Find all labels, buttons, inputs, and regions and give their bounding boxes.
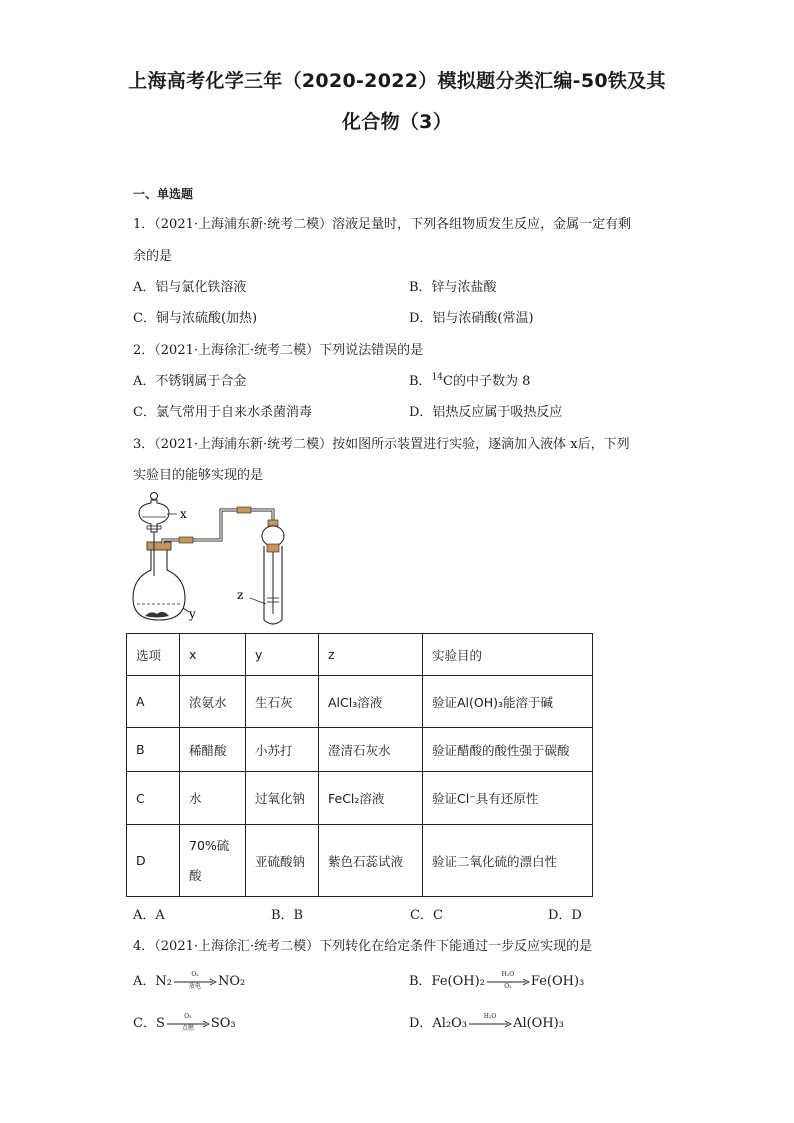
q1-stem-line1: 1．（2021·上海浦东新·统考二模）溶液足量时，下列各组物质发生反应，金属一定有剩 (133, 217, 632, 232)
document-title-line2: 化合物（3） (341, 111, 453, 133)
table-cell: 过氧化钠 (246, 772, 319, 825)
table-header: 选项 (127, 634, 180, 676)
q4-option-a (133, 970, 245, 989)
q3-choice-b: B．B (271, 908, 304, 923)
table-cell-line: 70%硫 (189, 837, 230, 853)
apparatus-drawing (127, 488, 297, 630)
table-cell: 水 (180, 772, 246, 825)
q3-choice-a: A．A (133, 908, 165, 923)
q4-c-product: SO₃ (210, 1016, 236, 1031)
q4-d-arrow-top: H₂O (483, 1012, 497, 1020)
q2-option-b-mass-number: 14 (431, 372, 444, 383)
table-cell-line: 酸 (189, 867, 202, 883)
rubber-connector-1 (179, 537, 193, 543)
reaction-arrow-icon (468, 1012, 512, 1031)
anti-suckback-bulb (262, 526, 284, 546)
table-cell: C (127, 772, 180, 825)
q4-option-c (133, 1012, 236, 1031)
bulb-stopper (268, 520, 278, 526)
q4-b-product: Fe(OH)₃ (530, 974, 585, 989)
table-cell: 验证Cl⁻具有还原性 (423, 772, 593, 825)
apparatus-figure (127, 488, 297, 634)
q3-stem-line2: 实验目的能够实现的是 (133, 468, 264, 483)
table-row (127, 676, 593, 728)
table-cell: A (127, 676, 180, 728)
q2-option-b-text: C的中子数为 8 (443, 374, 531, 389)
q4-a-product: NO₂ (217, 974, 246, 989)
table-header-row (127, 634, 593, 676)
round-flask (133, 550, 185, 620)
reaction-arrow-icon (173, 970, 217, 990)
q1-option-c: C．铜与浓硫酸(加热) (133, 311, 258, 326)
flask-stopper (147, 542, 171, 550)
table-cell: 浓氨水 (180, 676, 246, 728)
table-row (127, 772, 593, 825)
table-cell: FeCl₂溶液 (319, 772, 423, 825)
table-header: z (319, 634, 423, 676)
table-cell: 验证Al(OH)₃能溶于碱 (423, 676, 593, 728)
q1-stem-line2: 余的是 (133, 249, 173, 264)
q2-option-a: A．不锈钢属于合金 (133, 374, 247, 389)
q4-c-reactant: C．S (133, 1016, 165, 1031)
q4-a-reactant: A．N₂ (133, 974, 172, 989)
q4-option-b (409, 970, 584, 989)
funnel-stopper (151, 493, 158, 500)
solid-y (145, 612, 169, 618)
label-z: z (237, 588, 244, 602)
q4-c-arrow-bottom: 点燃 (181, 1024, 194, 1032)
document-title-line1: 上海高考化学三年（2020-2022）模拟题分类汇编-50铁及其 (128, 70, 666, 92)
q4-a-arrow-top: O₂ (191, 970, 199, 978)
q3-choice-d: D．D (548, 908, 582, 923)
q4-b-reactant: B．Fe(OH)₂ (409, 974, 485, 989)
q1-option-d: D．铝与浓硝酸(常温) (409, 311, 534, 326)
reaction-arrow-icon (166, 1012, 210, 1032)
q4-stem: 4．（2021·上海徐汇·统考二模）下列转化在给定条件下能通过一步反应实现的是 (133, 939, 593, 954)
label-x: x (180, 507, 187, 521)
q3-choice-c: C．C (410, 908, 443, 923)
table-header: x (180, 634, 246, 676)
table-cell: 生石灰 (246, 676, 319, 728)
q1-option-a: A．铝与氯化铁溶液 (133, 280, 247, 295)
table-cell: 验证醋酸的酸性强于碳酸 (423, 728, 593, 772)
q4-d-reactant: D．Al₂O₃ (409, 1016, 468, 1031)
table-cell: 澄清石灰水 (319, 728, 423, 772)
q4-b-arrow-bottom: O₂ (504, 982, 512, 990)
q1-option-b: B．锌与浓盐酸 (409, 280, 497, 295)
table-cell: 紫色石蕊试液 (319, 825, 423, 897)
table-header: 实验目的 (423, 634, 593, 676)
q2-option-b (409, 370, 530, 389)
q4-d-product: Al(OH)₃ (513, 1016, 564, 1031)
q2-option-d: D．铝热反应属于吸热反应 (409, 405, 563, 420)
table-cell: AlCl₃溶液 (319, 676, 423, 728)
table-header: y (246, 634, 319, 676)
q4-b-arrow-top: H₂O (501, 970, 515, 978)
table-cell (180, 825, 246, 897)
table-cell: D (127, 825, 180, 897)
table-cell: B (127, 728, 180, 772)
test-tube-stopper (267, 544, 279, 552)
table-cell: 稀醋酸 (180, 728, 246, 772)
q3-stem-line1: 3．（2021·上海浦东新·统考二模）按如图所示装置进行实验，逐滴加入液体 x后，下列 (133, 437, 630, 452)
label-y: y (189, 607, 196, 621)
q2-option-c: C．氯气常用于自来水杀菌消毒 (133, 405, 312, 420)
q2-option-b-prefix: B． (409, 374, 432, 389)
reaction-arrow-icon (486, 970, 530, 990)
q4-c-arrow-top: O₂ (184, 1012, 192, 1020)
table-cell: 小苏打 (246, 728, 319, 772)
funnel-stopcock (147, 526, 161, 529)
section-heading: 一、单选题 (133, 187, 194, 201)
funnel-body (139, 500, 169, 532)
table-cell: 亚硫酸钠 (246, 825, 319, 897)
q4-option-d (409, 1012, 564, 1031)
table-row (127, 728, 593, 772)
q4-a-arrow-bottom: 放电 (188, 982, 201, 990)
q3-table (126, 633, 593, 897)
rubber-connector-2 (237, 507, 251, 513)
q2-stem: 2．（2021·上海徐汇·统考二模）下列说法错误的是 (133, 343, 424, 358)
table-cell: 验证二氧化硫的漂白性 (423, 825, 593, 897)
table-row (127, 825, 593, 897)
